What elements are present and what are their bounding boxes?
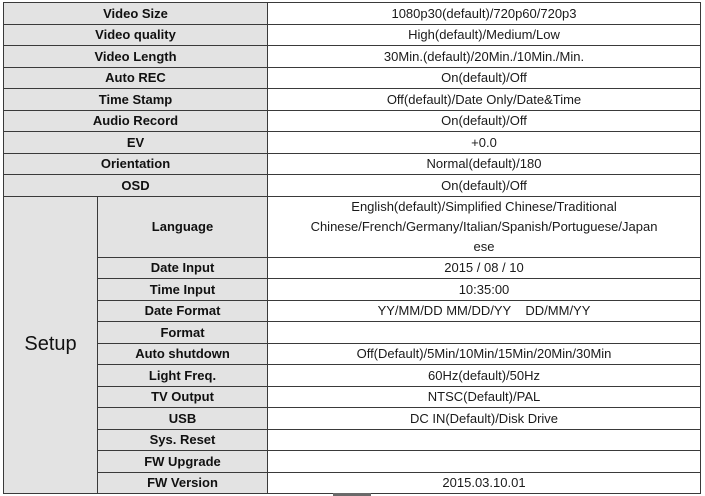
- row-value-usb: DC IN(Default)/Disk Drive: [268, 408, 701, 430]
- table-row: [4, 110, 701, 132]
- row-value-date-input: 2015 / 08 / 10: [268, 257, 701, 279]
- row-label-video-size: Video Size: [4, 3, 268, 25]
- table-row: [4, 132, 701, 154]
- row-value-sys-reset: [268, 429, 701, 451]
- table-row: [4, 408, 701, 430]
- row-value-osd: On(default)/Off: [268, 175, 701, 197]
- setup-section-label: Setup: [4, 196, 98, 494]
- row-label-orientation: Orientation: [4, 153, 268, 175]
- row-label-language: Language: [98, 196, 268, 257]
- row-value-format: [268, 322, 701, 344]
- row-label-date-format: Date Format: [98, 300, 268, 322]
- row-label-format: Format: [98, 322, 268, 344]
- row-value-audio-record: On(default)/Off: [268, 110, 701, 132]
- row-value-auto-rec: On(default)/Off: [268, 67, 701, 89]
- table-row: [4, 3, 701, 25]
- language-line: English(default)/Simplified Chinese/Traditional: [351, 198, 617, 214]
- row-value-date-format: YY/MM/DD MM/DD/YY DD/MM/YY: [268, 300, 701, 322]
- table-row: [4, 365, 701, 387]
- row-label-fw-upgrade: FW Upgrade: [98, 451, 268, 473]
- row-value-orientation: Normal(default)/180: [268, 153, 701, 175]
- row-label-sys-reset: Sys. Reset: [98, 429, 268, 451]
- row-value-video-quality: High(default)/Medium/Low: [268, 24, 701, 46]
- row-label-time-input: Time Input: [98, 279, 268, 301]
- row-value-light-freq: 60Hz(default)/50Hz: [268, 365, 701, 387]
- row-label-video-quality: Video quality: [4, 24, 268, 46]
- row-value-video-length: 30Min.(default)/20Min./10Min./Min.: [268, 46, 701, 68]
- table-row: [4, 24, 701, 46]
- row-label-video-length: Video Length: [4, 46, 268, 68]
- row-label-audio-record: Audio Record: [4, 110, 268, 132]
- row-label-usb: USB: [98, 408, 268, 430]
- table-row: [4, 472, 701, 494]
- table-row: [4, 429, 701, 451]
- row-value-fw-upgrade: [268, 451, 701, 473]
- row-value-language: [268, 196, 701, 257]
- row-label-tv-output: TV Output: [98, 386, 268, 408]
- table-row: [4, 279, 701, 301]
- row-label-time-stamp: Time Stamp: [4, 89, 268, 111]
- row-label-auto-shutdown: Auto shutdown: [98, 343, 268, 365]
- settings-spec-table: [3, 2, 701, 494]
- row-label-osd: OSD: [4, 175, 268, 197]
- row-value-auto-shutdown: Off(Default)/5Min/10Min/15Min/20Min/30Min: [268, 343, 701, 365]
- table-row: [4, 153, 701, 175]
- table-row: [4, 451, 701, 473]
- row-label-fw-version: FW Version: [98, 472, 268, 494]
- table-row: [4, 196, 701, 257]
- row-value-time-input: 10:35:00: [268, 279, 701, 301]
- row-label-ev: EV: [4, 132, 268, 154]
- row-value-tv-output: NTSC(Default)/PAL: [268, 386, 701, 408]
- table-row: [4, 67, 701, 89]
- row-label-light-freq: Light Freq.: [98, 365, 268, 387]
- row-value-ev: +0.0: [268, 132, 701, 154]
- table-row: [4, 46, 701, 68]
- table-row: [4, 322, 701, 344]
- row-label-auto-rec: Auto REC: [4, 67, 268, 89]
- row-value-time-stamp: Off(default)/Date Only/Date&Time: [268, 89, 701, 111]
- language-line: Chinese/French/Germany/Italian/Spanish/Portuguese/Japan: [310, 218, 658, 234]
- row-label-date-input: Date Input: [98, 257, 268, 279]
- table-row: [4, 343, 701, 365]
- table-row: [4, 89, 701, 111]
- language-line: ese: [473, 238, 495, 254]
- table-row: [4, 300, 701, 322]
- table-row: [4, 386, 701, 408]
- table-row: [4, 257, 701, 279]
- row-value-fw-version: 2015.03.10.01: [268, 472, 701, 494]
- row-value-video-size: 1080p30(default)/720p60/720p3: [268, 3, 701, 25]
- table-row: [4, 175, 701, 197]
